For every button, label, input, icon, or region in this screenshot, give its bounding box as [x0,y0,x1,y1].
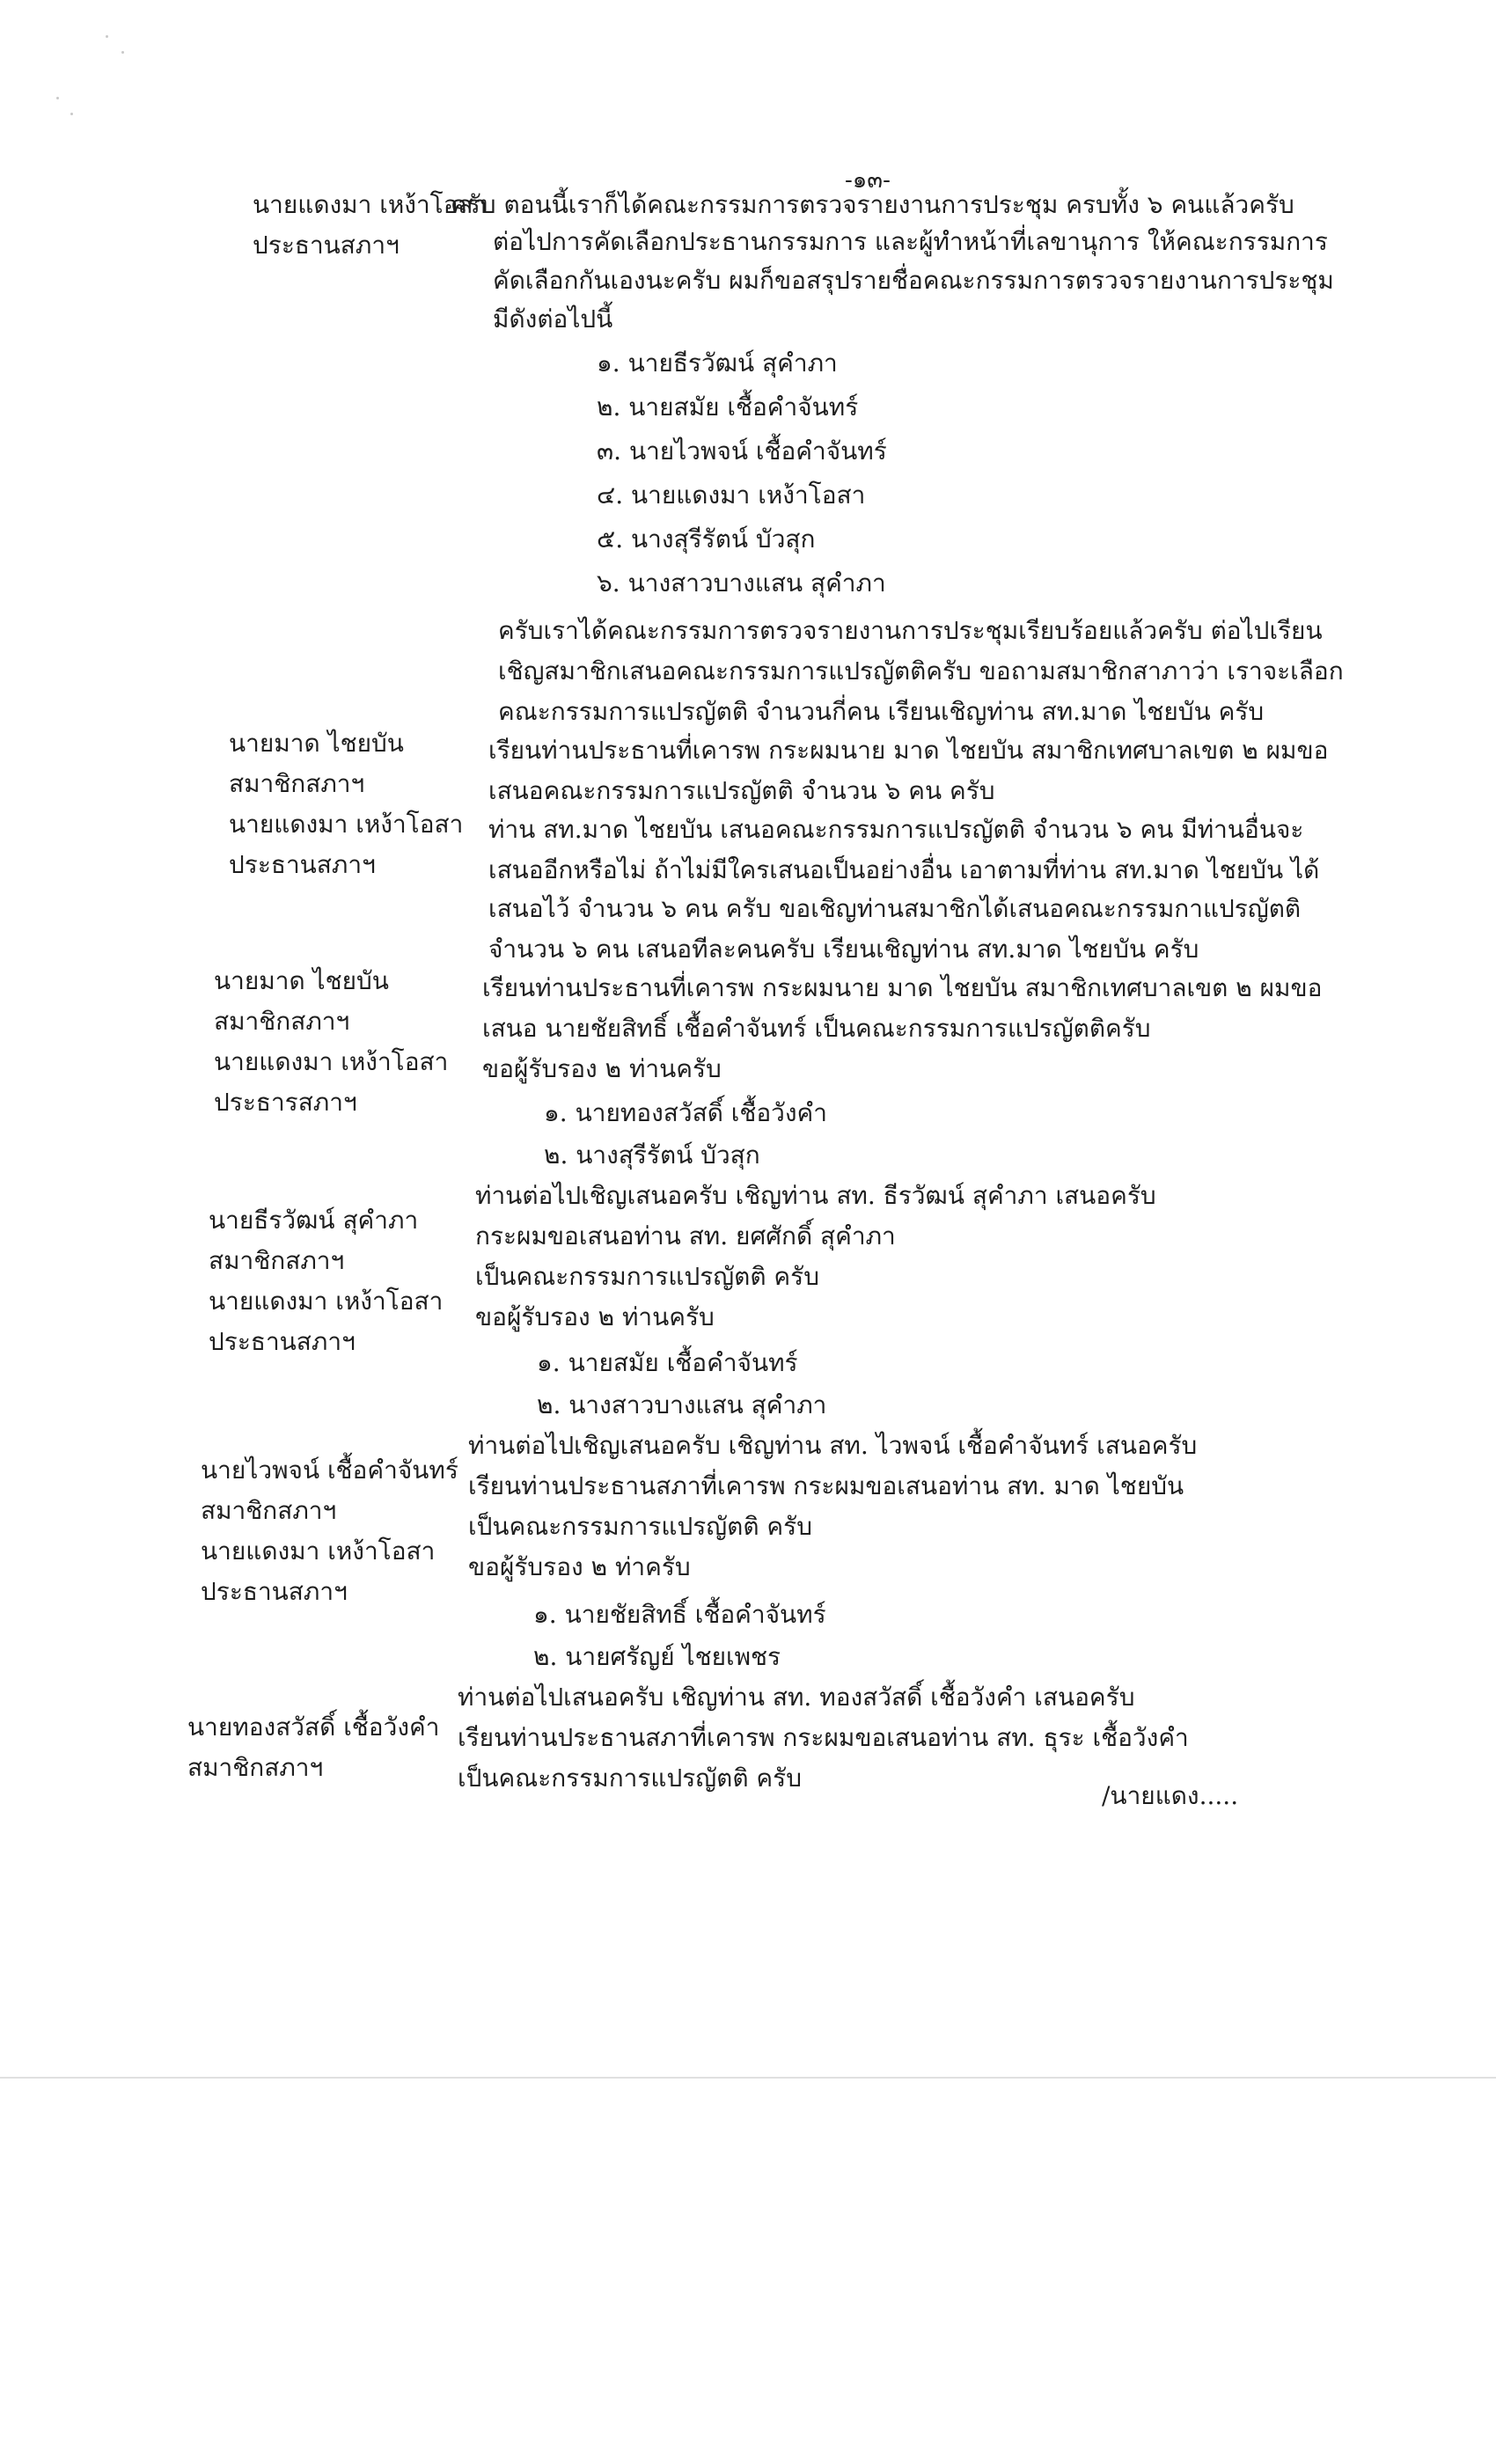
body-text: ขอผู้รับรอง ๒ ท่าครับ [468,1552,691,1581]
scan-speck [70,113,73,115]
body-text: เป็นคณะกรรมการแปรญัตติ ครับ [458,1764,802,1793]
list-item: ๒. นางสาวบางแสน สุคำภา [537,1390,827,1419]
body-text: เชิญสมาชิกเสนอคณะกรรมการแปรญัตติครับ ขอถามสมาชิกสาภาว่า เราจะเลือก [498,656,1344,686]
speaker-role: สมาชิกสภาฯ [229,769,365,798]
speaker-role: ประธานสภาฯ [253,231,400,260]
speaker-name: นายมาด ไชยบัน [214,966,389,995]
body-text: ขอผู้รับรอง ๒ ท่านครับ [482,1054,722,1083]
body-text: คณะกรรมการแปรญัตติ จำนวนกี่คน เรียนเชิญท่าน สท.มาด ไชยบัน ครับ [498,697,1265,726]
page-number: -๑๓- [845,167,891,194]
speaker-name: นายแดงมา เหง้าโอสา [201,1536,436,1566]
body-text: เรียนท่านประธานที่เคารพ กระผมนาย มาด ไชยบัน สมาชิกเทศบาลเขต ๒ ผมขอ [482,973,1323,1002]
list-item: ๑. นายชัยสิทธิ์ เชื้อคำจันทร์ [533,1600,826,1629]
list-item: ๒. นายศรัญย์ ไชยเพชร [533,1642,781,1671]
body-text: ขอผู้รับรอง ๒ ท่านครับ [475,1302,715,1331]
speaker-role: สมาชิกสภาฯ [187,1753,324,1782]
body-text: เสนออีกหรือไม่ ถ้าไม่มีใครเสนอเป็นอย่างอื่น เอาตามที่ท่าน สท.มาด ไชยบัน ได้ [488,855,1320,884]
speaker-role: ประธานสภาฯ [209,1327,356,1356]
continuation-marker: /นายแดง..... [1102,1781,1239,1810]
speaker-role: สมาชิกสภาฯ [214,1007,350,1036]
speaker-name: นายแดงมา เหง้าโอสา [229,810,464,839]
scan-edge-line [0,2077,1496,2079]
body-text: คัดเลือกกันเองนะครับ ผมก็ขอสรุปรายชื่อคณะกรรมการตรวจรายงานการประชุม [493,266,1334,295]
body-text: ท่านต่อไปเชิญเสนอครับ เชิญท่าน สท. ธีรวัฒน์ สุคำภา เสนอครับ [475,1181,1156,1210]
body-text: มีดังต่อไปนี้ [493,304,613,334]
speaker-name: นายแดงมา เหง้าโอสา [214,1047,449,1076]
body-text: ท่านต่อไปเสนอครับ เชิญท่าน สท. ทองสวัสดิ์ เชื้อวังคำ เสนอครับ [458,1683,1135,1712]
body-text: เสนอไว้ จำนวน ๖ คน ครับ ขอเชิญท่านสมาชิกได้เสนอคณะกรรมกาแปรญัตติ [488,894,1302,923]
speaker-role: สมาชิกสภาฯ [201,1496,337,1525]
speaker-role: ประธานสภาฯ [201,1577,348,1606]
body-text: เป็นคณะกรรมการแปรญัตติ ครับ [468,1512,812,1541]
list-item: ๑. นายธีรวัฒน์ สุคำภา [597,348,838,378]
body-text: ท่านต่อไปเชิญเสนอครับ เชิญท่าน สท. ไวพจน์ เชื้อคำจันทร์ เสนอครับ [468,1431,1198,1460]
speaker-name: นายมาด ไชยบัน [229,729,404,758]
list-item: ๒. นายสมัย เชื้อคำจันทร์ [597,392,859,422]
speaker-role: ประธารสภาฯ [214,1088,357,1117]
speaker-role: สมาชิกสภาฯ [209,1246,345,1275]
speaker-role: ประธานสภาฯ [229,850,376,879]
body-text: เรียนท่านประธานสภาที่เคารพ กระผมขอเสนอท่าน สท. มาด ไชยบัน [468,1471,1184,1500]
body-text: จำนวน ๖ คน เสนอทีละคนครับ เรียนเชิญท่าน สท.มาด ไชยบัน ครับ [488,935,1199,964]
list-item: ๒. นางสุรีรัตน์ บัวสุก [544,1140,760,1170]
speaker-name: นายแดงมา เหง้าโอสา [253,190,488,219]
list-item: ๑. นายทองสวัสดิ์ เชื้อวังคำ [544,1098,828,1127]
list-item: ๖. นางสาวบางแสน สุคำภา [597,568,886,598]
speaker-name: นายทองสวัสดิ์ เชื้อวังคำ [187,1712,440,1742]
speaker-name: นายแดงมา เหง้าโอสา [209,1287,444,1316]
body-text: เสนอ นายชัยสิทธิ์ เชื้อคำจันทร์ เป็นคณะกรรมการแปรญัตติครับ [482,1014,1151,1043]
body-text: ท่าน สท.มาด ไชยบัน เสนอคณะกรรมการแปรญัตติ จำนวน ๖ คน มีท่านอื่นจะ [488,815,1304,844]
body-text: ครับ ตอนนี้เราก็ได้คณะกรรมการตรวจรายงานการประชุม ครบทั้ง ๖ คนแล้วครับ [451,190,1294,219]
speaker-name: นายธีรวัฒน์ สุคำภา [209,1206,419,1235]
body-text: เรียนท่านประธานที่เคารพ กระผมนาย มาด ไชยบัน สมาชิกเทศบาลเขต ๒ ผมขอ [488,736,1329,765]
scan-speck [106,35,108,38]
speaker-name: นายไวพจน์ เชื้อคำจันทร์ [201,1456,458,1485]
list-item: ๔. นายแดงมา เหง้าโอสา [597,480,866,510]
list-item: ๓. นายไวพจน์ เชื้อคำจันทร์ [597,436,887,466]
list-item: ๕. นางสุรีรัตน์ บัวสุก [597,524,816,554]
scan-speck [56,97,59,99]
body-text: กระผมขอเสนอท่าน สท. ยศศักดิ์ สุคำภา [475,1221,896,1250]
body-text: เสนอคณะกรรมการแปรญัตติ จำนวน ๖ คน ครับ [488,776,995,805]
body-text: ครับเราได้คณะกรรมการตรวจรายงานการประชุมเรียบร้อยแล้วครับ ต่อไปเรียน [498,616,1323,645]
body-text: ต่อไปการคัดเลือกประธานกรรมการ และผู้ทำหน้าที่เลขานุการ ให้คณะกรรมการ [493,227,1328,256]
body-text: เรียนท่านประธานสภาที่เคารพ กระผมขอเสนอท่าน สท. ธุระ เชื้อวังคำ [458,1723,1189,1752]
list-item: ๑. นายสมัย เชื้อคำจันทร์ [537,1348,798,1377]
body-text: เป็นคณะกรรมการแปรญัตติ ครับ [475,1262,819,1291]
scan-speck [121,51,124,54]
